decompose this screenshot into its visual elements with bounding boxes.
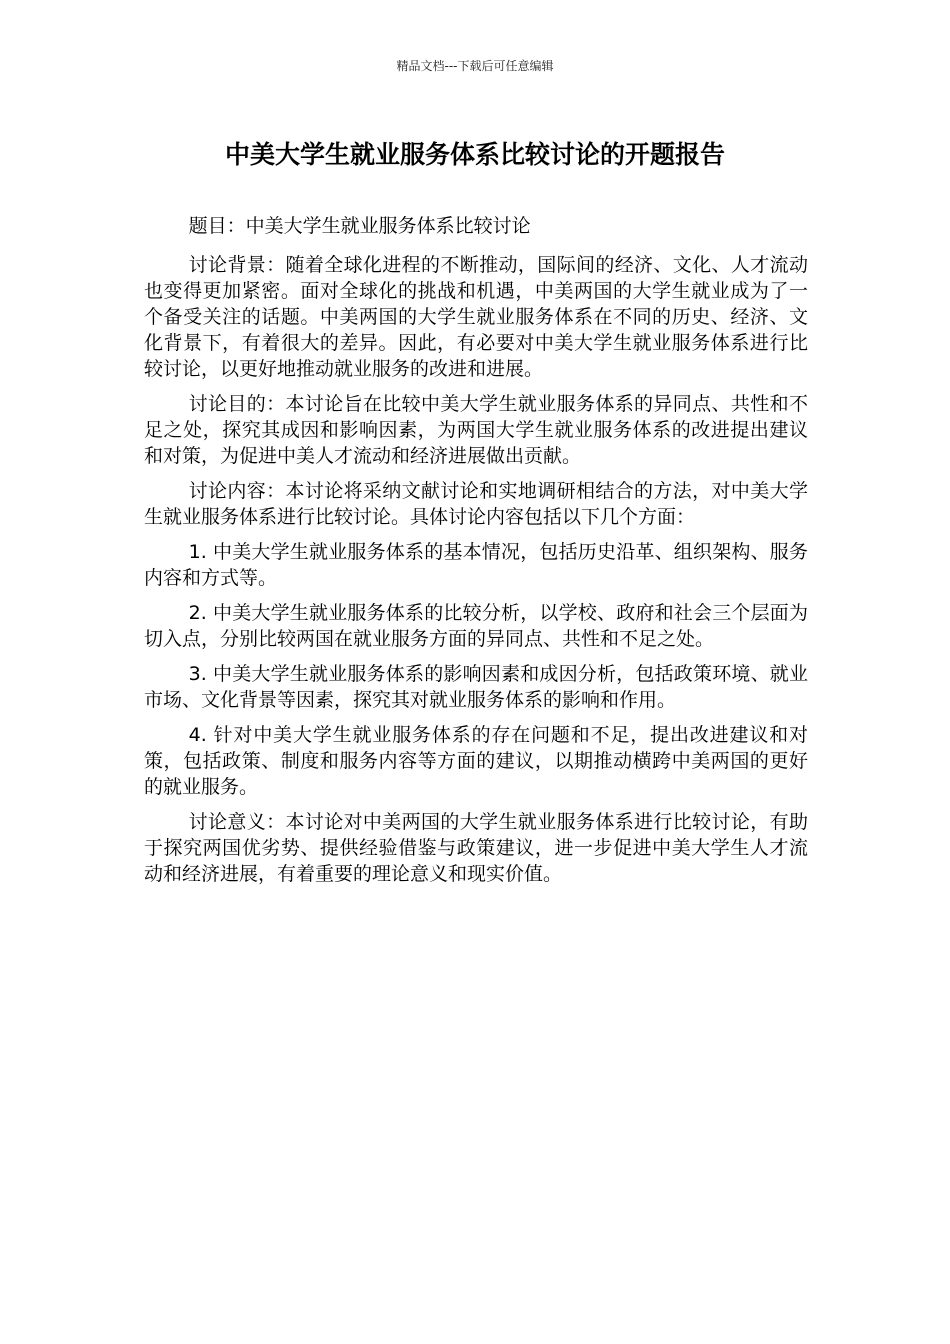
background-paragraph: 讨论背景：随着全球化进程的不断推动，国际间的经济、文化、人才流动也变得更加紧密。面对全球化的挑战和机遇，中美两国的大学生就业成为了一个备受关注的话题。中美两国的大学生就业服务体系在不同的历史、经济、文化背景下，有着很大的差异。因此，有必要对中美大学生就业服务体系进行比较讨论，以更好地推动就业服务的改进和进展。 — [144, 254, 808, 380]
document-title: 中美大学生就业服务体系比较讨论的开题报告 — [224, 140, 725, 169]
content-paragraph: 讨论内容：本讨论将采纳文献讨论和实地调研相结合的方法，对中美大学生就业服务体系进行比较讨论。具体讨论内容包括以下几个方面： — [144, 480, 808, 528]
subject-paragraph: 题目：中美大学生就业服务体系比较讨论 — [188, 215, 531, 237]
document-body — [144, 213, 808, 896]
significance-paragraph: 讨论意义：本讨论对中美两国的大学生就业服务体系进行比较讨论，有助于探究两国优劣势、提供经验借鉴与政策建议，进一步促进中美大学生人才流动和经济进展，有着重要的理论意义和现实价值。 — [144, 811, 808, 885]
header-note: 精品文档---下载后可任意编辑 — [396, 59, 554, 73]
list-item-2: 2. 中美大学生就业服务体系的比较分析，以学校、政府和社会三个层面为切入点，分别比较两国在就业服务方面的异同点、共性和不足之处。 — [144, 602, 808, 650]
list-item-3: 3. 中美大学生就业服务体系的影响因素和成因分析，包括政策环境、就业市场、文化背景等因素，探究其对就业服务体系的影响和作用。 — [144, 663, 808, 711]
list-item-4: 4. 针对中美大学生就业服务体系的存在问题和不足，提出改进建议和对策，包括政策、制度和服务内容等方面的建议，以期推动横跨中美两国的更好的就业服务。 — [144, 724, 808, 798]
purpose-paragraph: 讨论目的：本讨论旨在比较中美大学生就业服务体系的异同点、共性和不足之处，探究其成因和影响因素，为两国大学生就业服务体系的改进提出建议和对策，为促进中美人才流动和经济进展做出贡献。 — [144, 393, 808, 467]
list-item-1: 1. 中美大学生就业服务体系的基本情况，包括历史沿革、组织架构、服务内容和方式等。 — [144, 541, 808, 589]
